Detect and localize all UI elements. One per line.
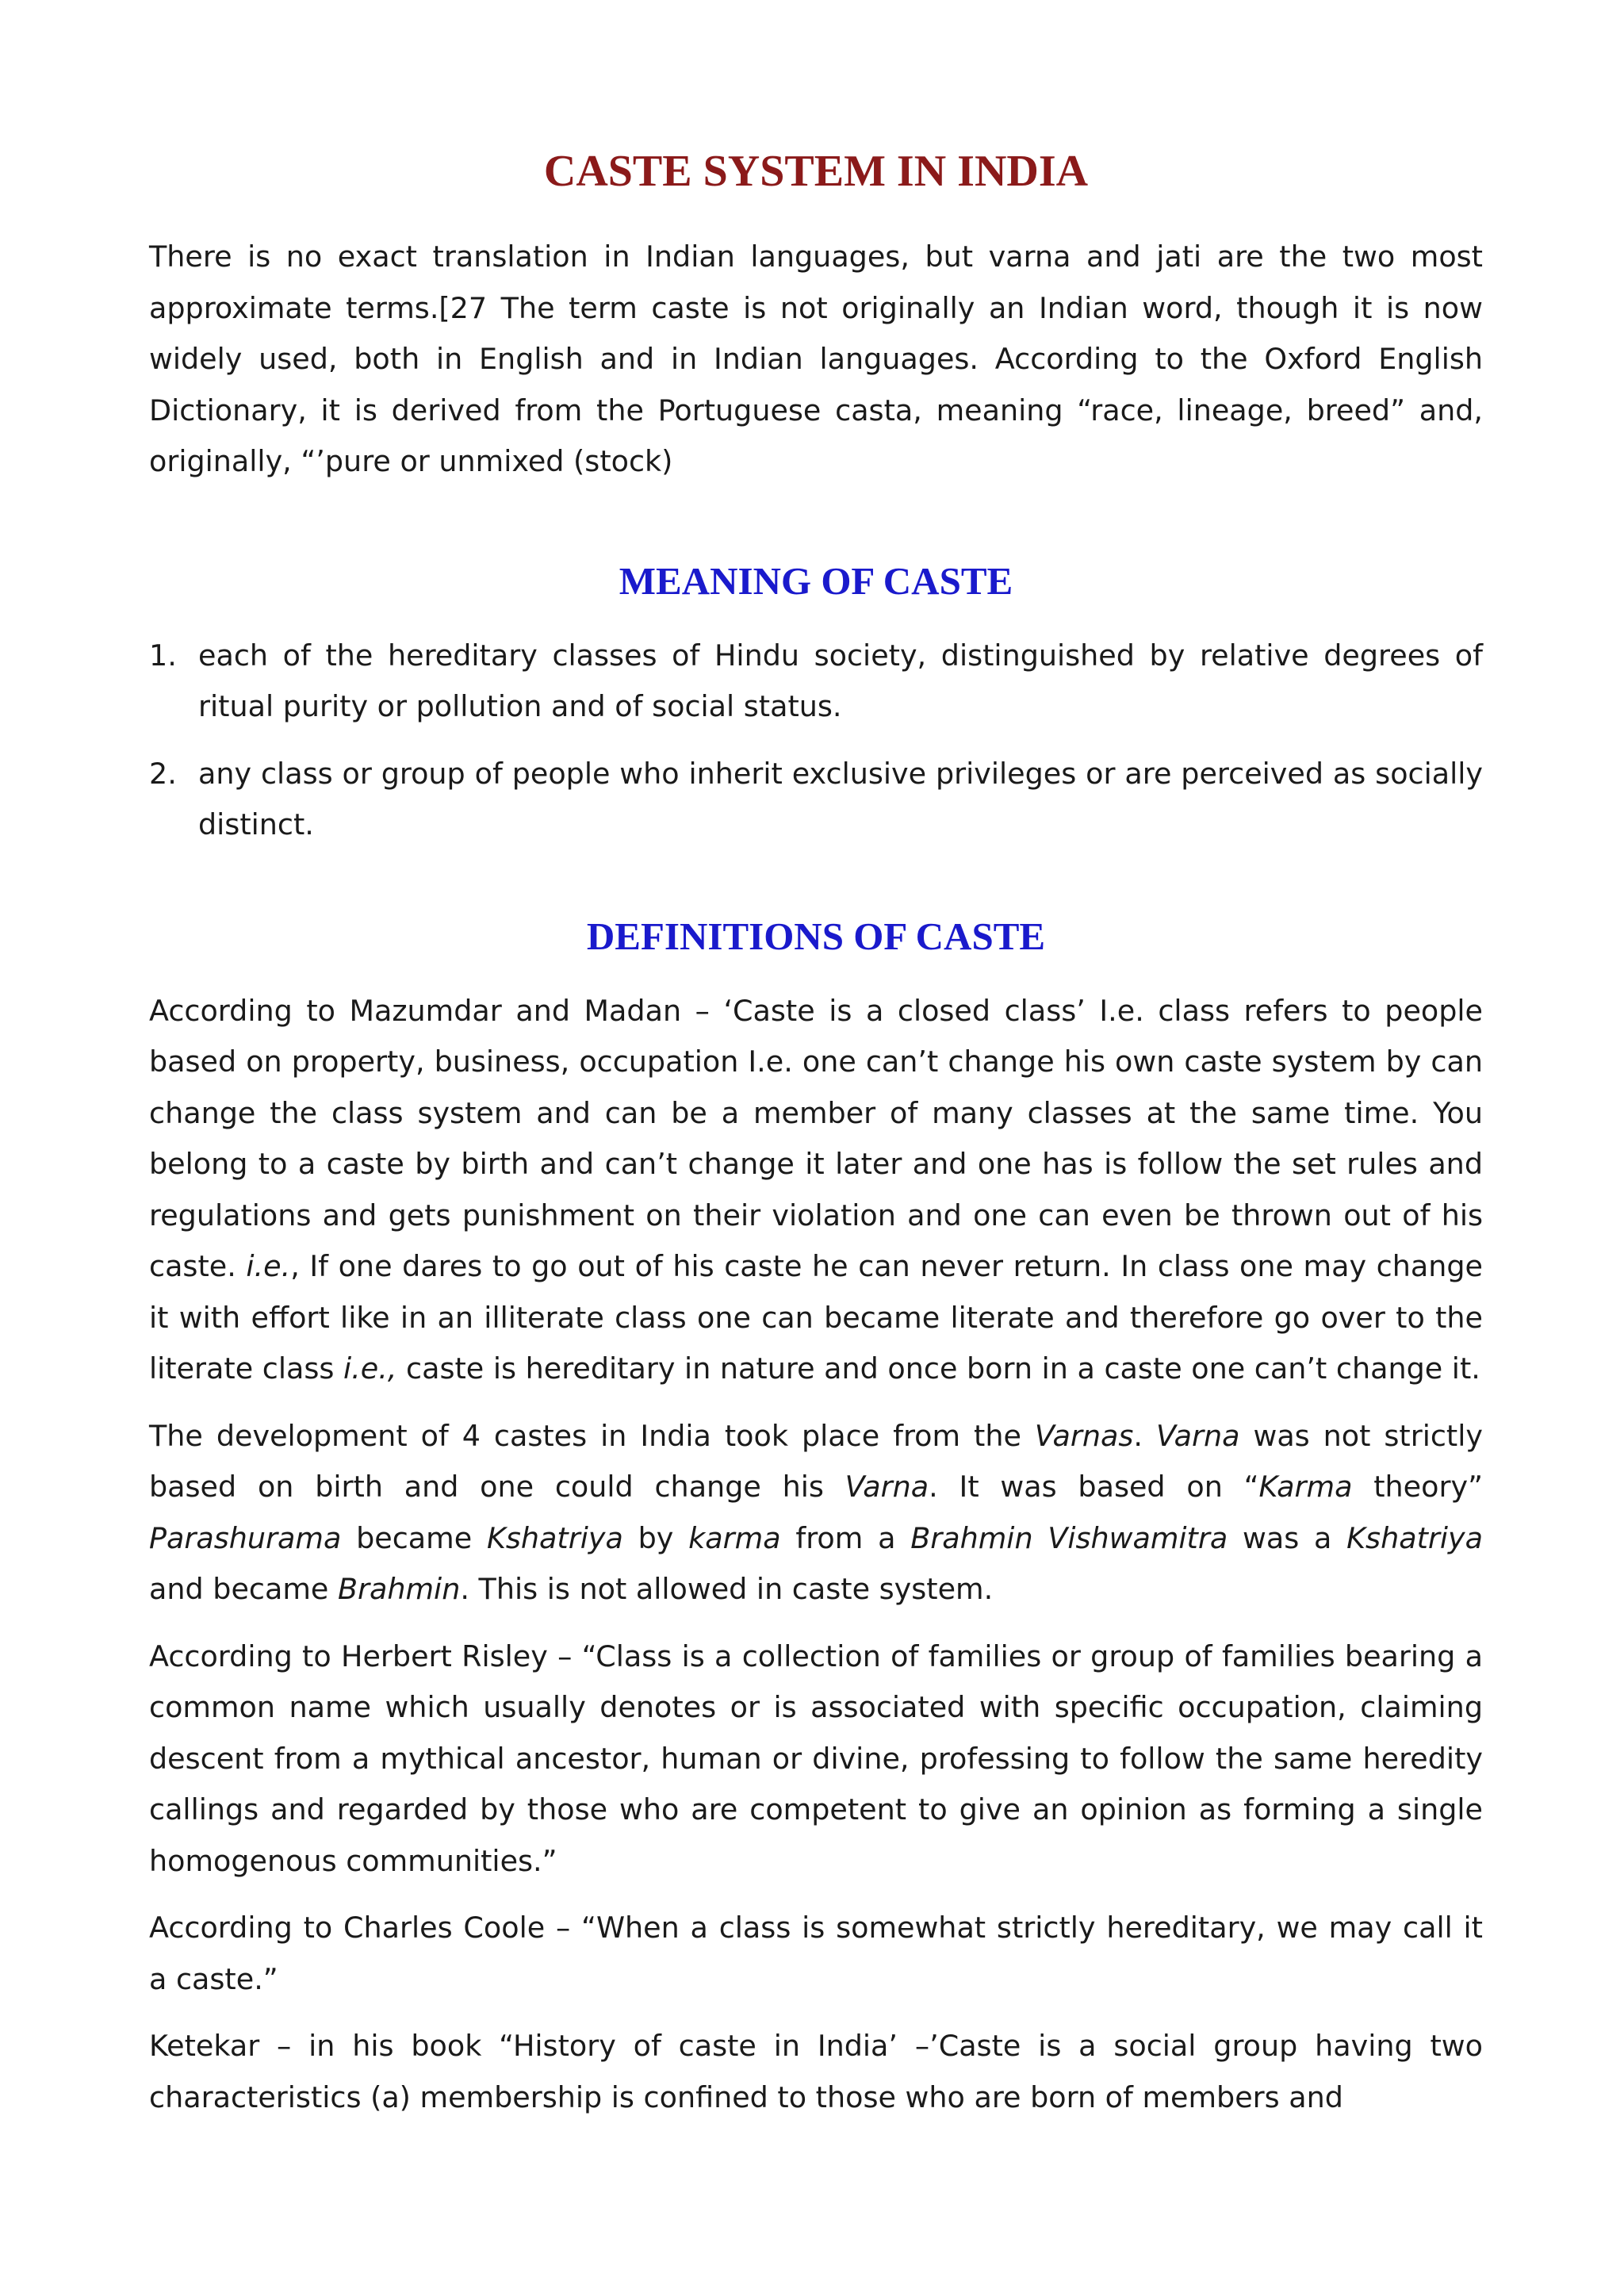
meaning-list: [149, 631, 1483, 851]
italic-segment: Kshatriya: [486, 1520, 623, 1555]
italic-segment: i.e.: [246, 1249, 291, 1283]
italic-segment: Parashurama: [149, 1520, 342, 1555]
italic-segment: Brahmin: [337, 1572, 461, 1606]
text-segment: The development of 4 castes in India took place from the: [149, 1418, 1035, 1453]
varna-development-paragraph: [149, 1411, 1483, 1616]
italic-segment: Varna: [1155, 1418, 1240, 1453]
intro-paragraph: There is no exact translation in Indian languages, but varna and jati are the two most approximate terms.[27 The term caste is not originally an Indian word, though it is now widely used, both in English and in Indian languages. According to the Oxford English Dictionary, it is derived from the Portuguese casta, meaning “race, lineage, breed” and, originally, “’pure or unmixed (stock): [149, 240, 1483, 478]
text-segment: . This is not allowed in caste system.: [460, 1572, 994, 1606]
definition-mazumdar-madan: [149, 986, 1483, 1395]
list-number: 1.: [149, 638, 177, 673]
list-item: [149, 631, 1483, 733]
italic-segment: Varna: [845, 1470, 929, 1504]
text-segment: by: [622, 1520, 689, 1555]
italic-segment: i.e.,: [343, 1351, 397, 1386]
italic-segment: Brahmin Vishwamitra: [910, 1520, 1228, 1555]
list-item: [149, 749, 1483, 851]
text-segment: According to Mazumdar and Madan – ‘Caste is a closed class’ I.e. class refers to people based on property, business, occupation I.e. one can’t change his own caste system by can change the class system and can be a member of many classes at the same time. You belong to a caste by birth and can’t change it later and one has is follow the set rules and regulations and gets punishment on their violation and one can even be thrown out of his caste.: [149, 993, 1483, 1283]
definition-charles-coole: According to Charles Coole – “When a class is somewhat strictly hereditary, we may call it a caste.”: [149, 1911, 1483, 1996]
text-segment: was not strictly based on birth and one could change his: [149, 1418, 1483, 1504]
list-item-text: any class or group of people who inherit exclusive privileges or are perceived as socially distinct.: [198, 756, 1483, 841]
text-segment: was a: [1228, 1520, 1347, 1555]
definition-ketekar: Ketekar – in his book “History of caste in India’ –’Caste is a social group having two characteristics (a) membership is confined to those who are born of members and: [149, 2029, 1483, 2114]
definitions-heading: DEFINITIONS OF CASTE: [586, 914, 1046, 958]
italic-segment: Kshatriya: [1346, 1520, 1484, 1555]
text-segment: . It was based on “: [929, 1470, 1259, 1504]
definition-herbert-risley: According to Herbert Risley – “Class is a collection of families or group of families bearing a common name which usually denotes or is associated with specific occupation, claiming descent from a mythical ancestor, human or divine, professing to follow the same heredity callings and regarded by those who are competent to give an opinion as forming a single homogenous communities.”: [149, 1639, 1483, 1878]
text-segment: .: [1133, 1418, 1156, 1453]
page-title: CASTE SYSTEM IN INDIA: [543, 147, 1089, 196]
text-segment: from a: [780, 1520, 911, 1555]
text-segment: and became: [149, 1572, 338, 1606]
italic-segment: Varnas: [1034, 1418, 1134, 1453]
text-segment: became: [341, 1520, 487, 1555]
text-segment: , If one dares to go out of his caste he can never return. In class one may change it with effort like in an illiterate class one can became literate and therefore go over to the literate class: [149, 1249, 1483, 1386]
list-number: 2.: [149, 756, 177, 791]
text-segment: caste is hereditary in nature and once born in a caste one can’t change it.: [396, 1351, 1480, 1386]
italic-segment: Karma: [1258, 1470, 1353, 1504]
meaning-heading: MEANING OF CASTE: [619, 558, 1013, 603]
text-segment: theory”: [1352, 1470, 1483, 1504]
italic-segment: karma: [688, 1520, 781, 1555]
list-item-text: each of the hereditary classes of Hindu society, distinguished by relative degrees of ritual purity or pollution and of social status.: [198, 638, 1483, 723]
